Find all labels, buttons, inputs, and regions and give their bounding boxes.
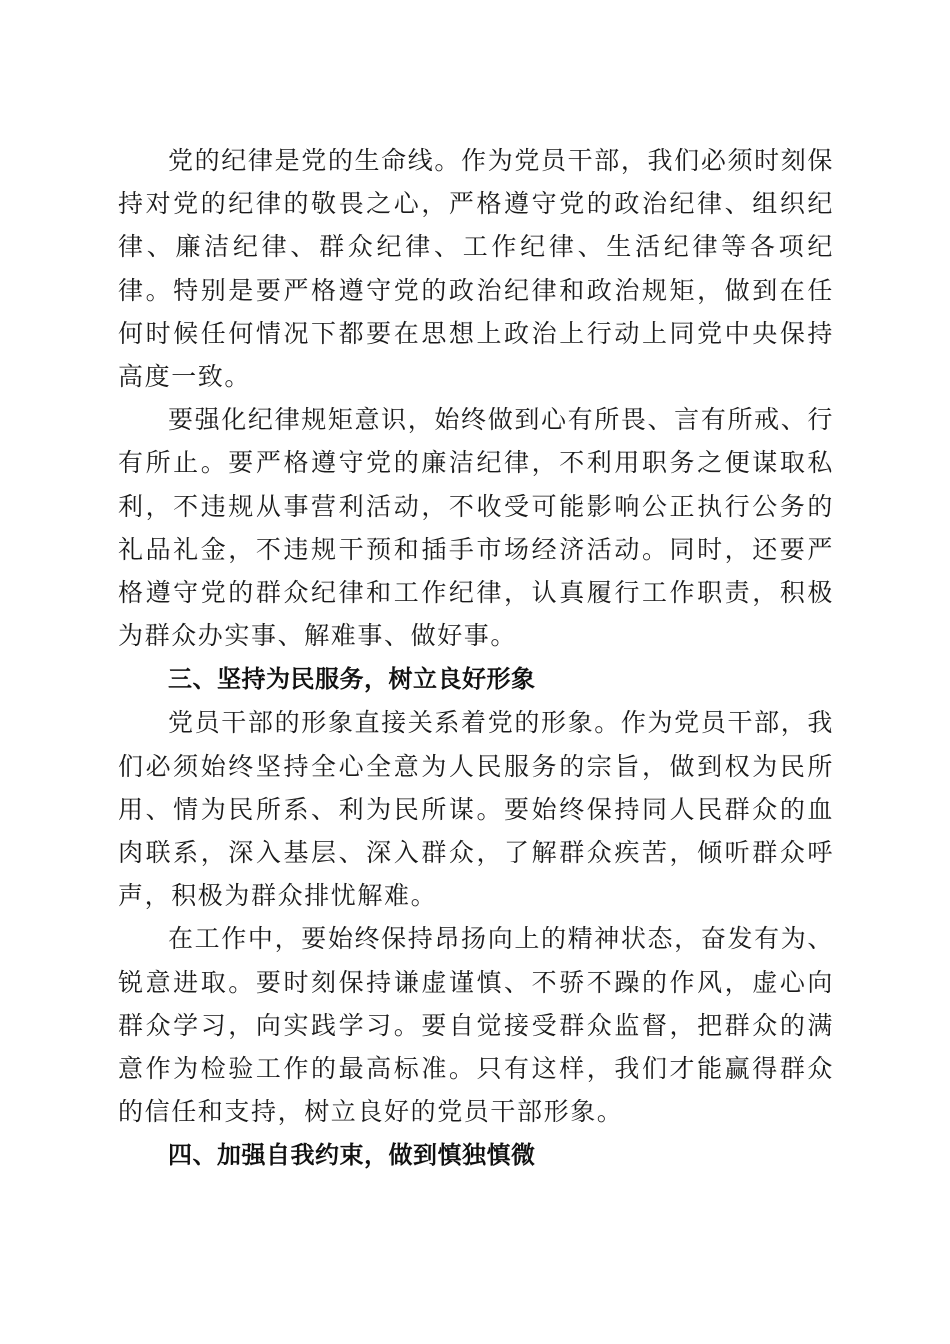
section-heading-3: 三、坚持为民服务，树立良好形象 [168, 665, 536, 694]
paragraph-party-discipline: 党的纪律是党的生命线。作为党员干部，我们必须时刻保持对党的纪律的敬畏之心，严格遵守党的政治纪律、组织纪律、廉洁纪律、群众纪律、工作纪律、生活纪律等各项纪律。特别是要严格遵守党的政治纪律和政治规矩，做到在任何时候任何情况下都要在思想上政治上行动上同党中央保持高度一致。 [118, 146, 834, 392]
paragraph-discipline-awareness: 要强化纪律规矩意识，始终做到心有所畏、言有所戒、行有所止。要严格遵守党的廉洁纪律，不利用职务之便谋取私利，不违规从事营利活动，不收受可能影响公正执行公务的礼品礼金，不违规干预和插手市场经济活动。同时，还要严格遵守党的群众纪律和工作纪律，认真履行工作职责，积极为群众办实事、解难事、做好事。 [118, 405, 834, 651]
paragraph-work-attitude: 在工作中，要始终保持昂扬向上的精神状态，奋发有为、锐意进取。要时刻保持谦虚谨慎、不骄不躁的作风，虚心向群众学习，向实践学习。要自觉接受群众监督，把群众的满意作为检验工作的最高标准。只有这样，我们才能赢得群众的信任和支持，树立良好的党员干部形象。 [118, 924, 834, 1127]
paragraph-serve-people: 党员干部的形象直接关系着党的形象。作为党员干部，我们必须始终坚持全心全意为人民服务的宗旨，做到权为民所用、情为民所系、利为民所谋。要始终保持同人民群众的血肉联系，深入基层、深入群众，了解群众疾苦，倾听群众呼声，积极为群众排忧解难。 [118, 708, 834, 911]
document-body [118, 139, 834, 1177]
section-heading-4: 四、加强自我约束，做到慎独慎微 [168, 1141, 536, 1170]
